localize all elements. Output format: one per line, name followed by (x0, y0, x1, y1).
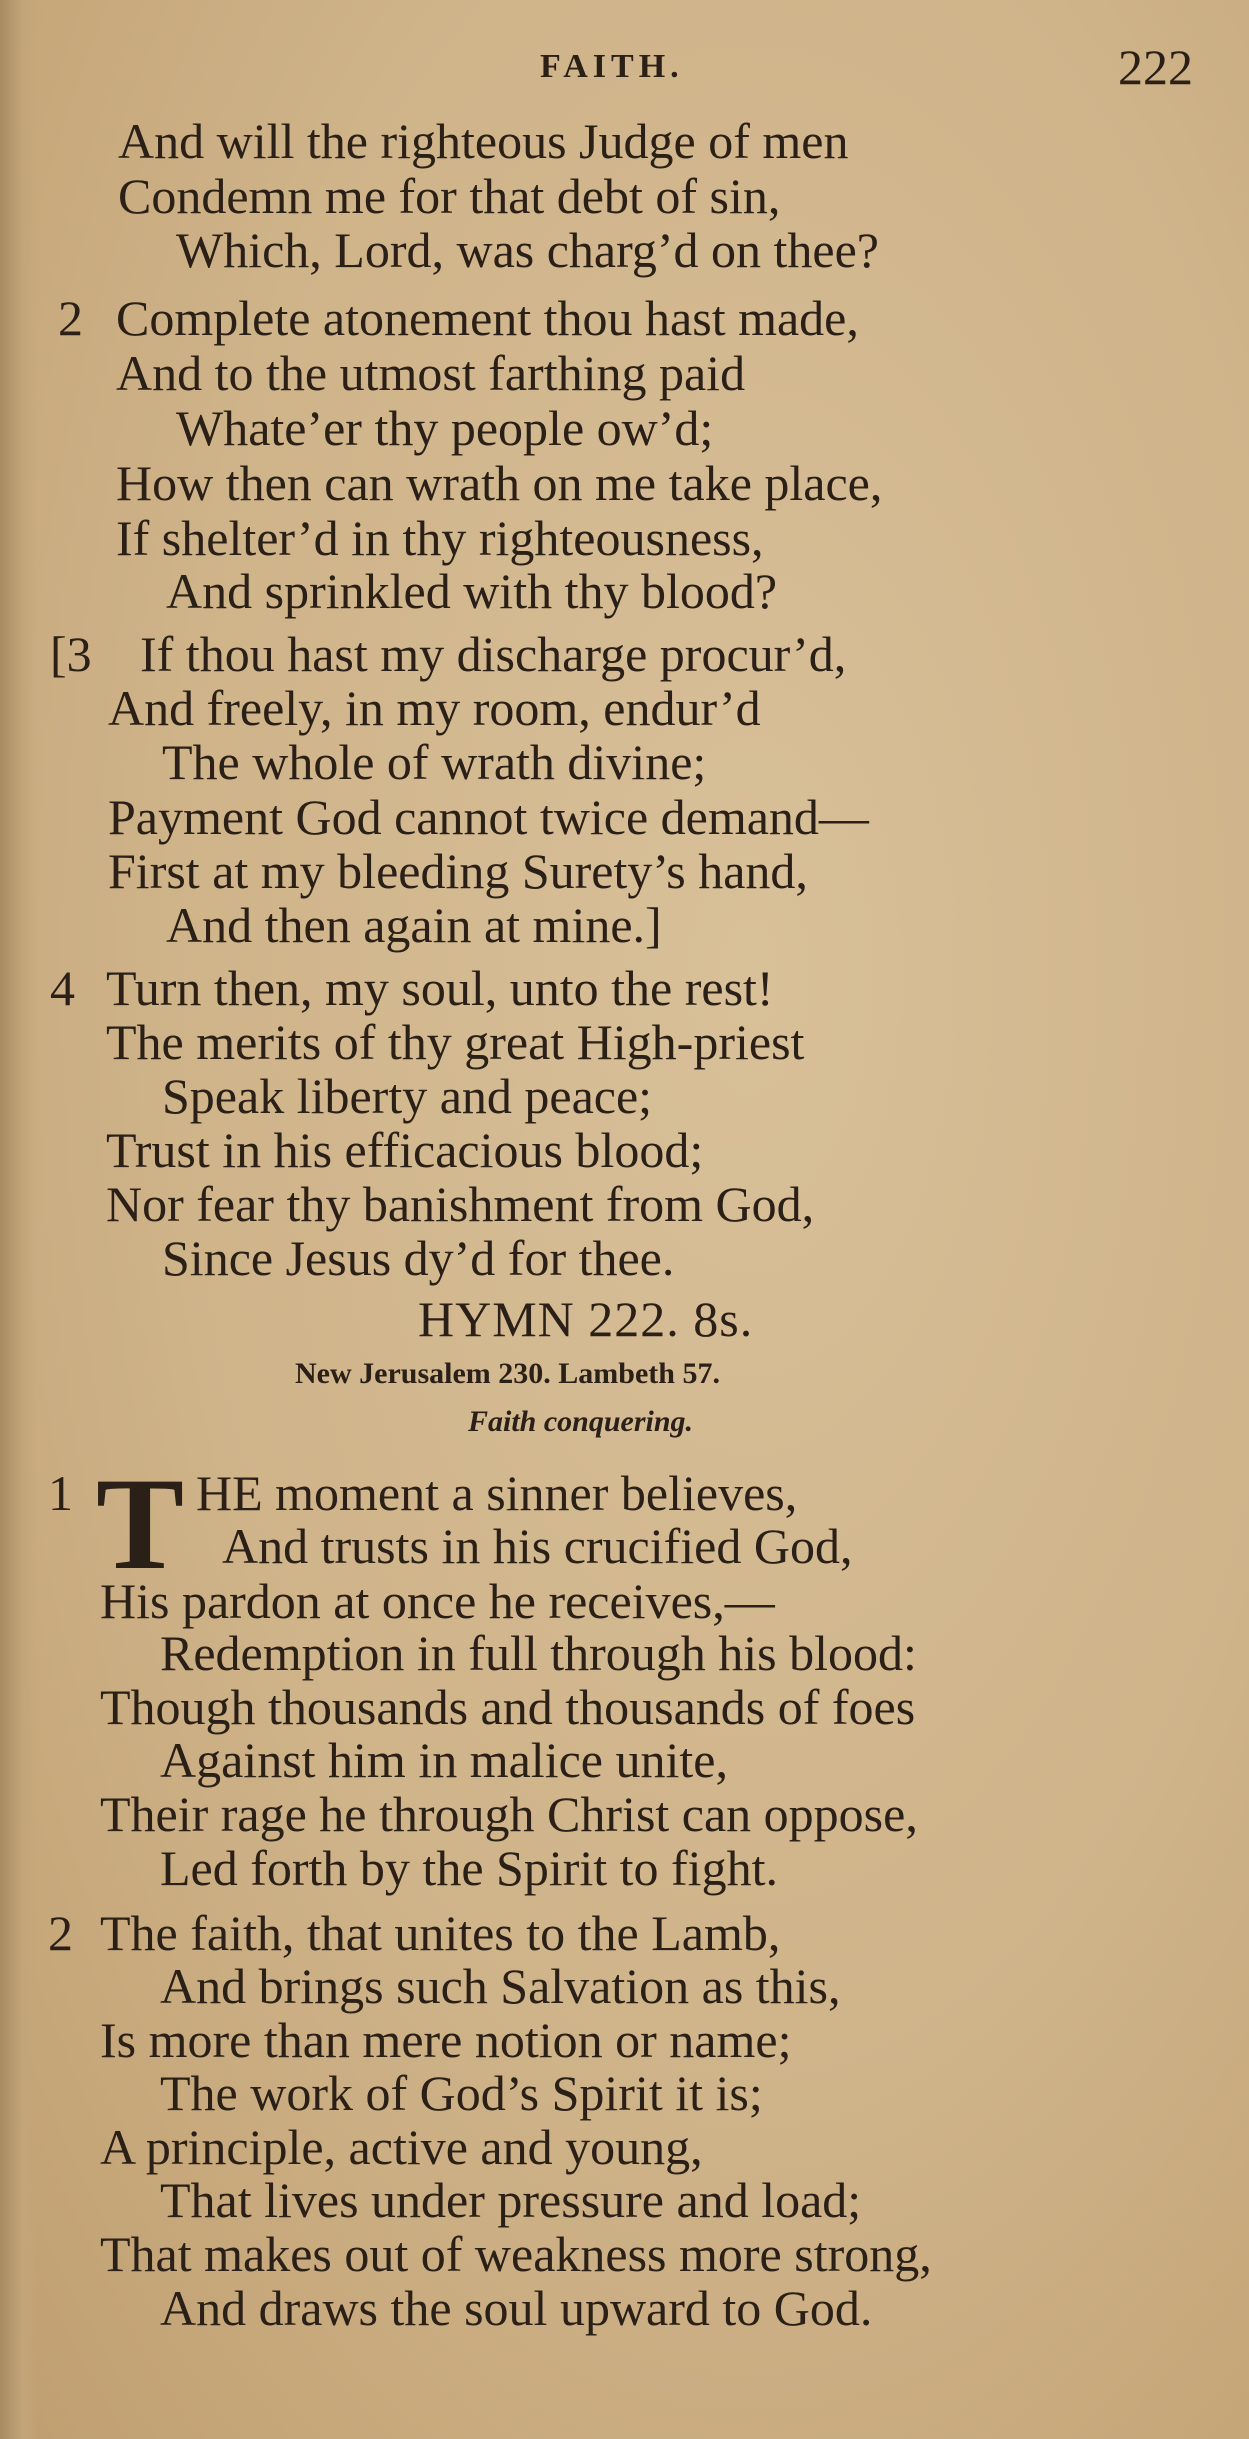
verse-line: Nor fear thy banishment from God, (106, 1176, 815, 1232)
verse-line: And brings such Salvation as this, (160, 1958, 841, 2014)
verse-line: Condemn me for that debt of sin, (118, 168, 781, 224)
verse-line: Payment God cannot twice demand— (108, 789, 869, 845)
verse-line: First at my bleeding Surety’s hand, (108, 843, 808, 899)
verse-line: Whate’er thy people ow’d; (176, 400, 714, 456)
page-number: 222 (1118, 39, 1193, 95)
verse-line: Redemption in full through his blood: (160, 1625, 917, 1681)
verse-line: The faith, that unites to the Lamb, (100, 1905, 781, 1961)
verse-line: His pardon at once he receives,— (100, 1573, 775, 1629)
verse-number: 2 (58, 290, 83, 346)
verse-line: And will the righteous Judge of men (118, 113, 849, 169)
verse-line: How then can wrath on me take place, (116, 455, 883, 511)
verse-number: 4 (50, 960, 75, 1016)
verse-line: Led forth by the Spirit to fight. (160, 1840, 778, 1896)
verse-line: And then again at mine.] (166, 897, 662, 953)
verse-number: 2 (48, 1905, 73, 1961)
hymn-title: HYMN 222. 8s. (418, 1291, 754, 1347)
verse-line: If thou hast my discharge procur’d, (140, 626, 847, 682)
running-header: FAITH. (540, 48, 684, 85)
verse-line: HE moment a sinner believes, (196, 1465, 798, 1521)
verse-line: Turn then, my soul, unto the rest! (106, 960, 774, 1016)
verse-line: Which, Lord, was charg’d on thee? (176, 222, 879, 278)
verse-line: Their rage he through Christ can oppose, (100, 1786, 918, 1842)
verse-line: And to the utmost farthing paid (116, 345, 746, 401)
verse-line: The work of God’s Spirit it is; (160, 2065, 763, 2121)
verse-line: And draws the soul upward to God. (160, 2280, 873, 2336)
hymn-tunes: New Jerusalem 230. Lambeth 57. (295, 1357, 720, 1390)
hymn-subject: Faith conquering. (468, 1405, 694, 1438)
verse-line: If shelter’d in thy righteousness, (116, 510, 764, 566)
verse-line: The merits of thy great High-priest (106, 1014, 805, 1070)
verse-line: Complete atonement thou hast made, (116, 290, 859, 346)
verse-number: 1 (48, 1465, 73, 1521)
verse-line: Though thousands and thousands of foes (100, 1679, 916, 1735)
verse-line: And freely, in my room, endur’d (108, 680, 761, 736)
verse-line: Speak liberty and peace; (162, 1068, 653, 1124)
verse-line: That lives under pressure and load; (160, 2172, 862, 2228)
verse-line: Against him in malice unite, (160, 1732, 728, 1788)
page-edge-shadow (0, 0, 38, 2439)
verse-line: Trust in his efficacious blood; (106, 1122, 704, 1178)
verse-line: And trusts in his crucified God, (222, 1518, 853, 1574)
verse-line: The whole of wrath divine; (162, 734, 707, 790)
verse-line: Is more than mere notion or name; (100, 2012, 792, 2068)
verse-line: A principle, active and young, (100, 2119, 703, 2175)
verse-line: That makes out of weakness more strong, (100, 2226, 932, 2282)
verse-line: And sprinkled with thy blood? (166, 563, 778, 619)
verse-line: Since Jesus dy’d for thee. (162, 1230, 675, 1286)
drop-cap: T (96, 1450, 185, 1597)
verse-number: [3 (50, 626, 92, 682)
